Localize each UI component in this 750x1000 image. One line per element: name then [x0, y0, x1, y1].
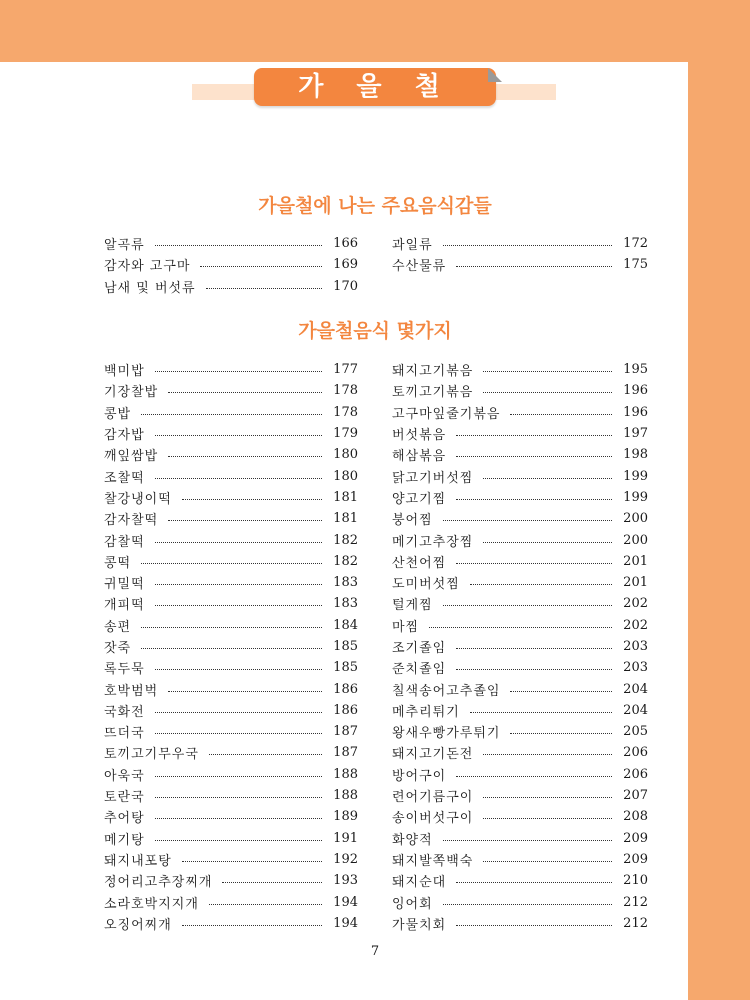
toc-entry-title: 토란국: [104, 790, 145, 806]
toc-entry-title: 가물치회: [392, 917, 447, 933]
dot-leader: [168, 691, 322, 692]
toc-entry-page: 202: [623, 596, 648, 612]
dot-leader: [456, 669, 612, 670]
toc-entry[interactable]: [392, 700, 648, 721]
toc-entry-page: 192: [333, 851, 358, 867]
toc-list-dishes-right: [392, 359, 648, 934]
dot-leader: [141, 563, 322, 564]
toc-entry-title: 칠색송어고추졸임: [392, 683, 501, 699]
toc-entry-title: 해삼볶음: [392, 449, 447, 465]
toc-entry[interactable]: [104, 806, 358, 827]
dot-leader: [155, 605, 322, 606]
toc-entry-title: 준치졸임: [392, 662, 447, 678]
toc-entry-page: 166: [333, 236, 358, 252]
toc-entry-title: 귀밀떡: [104, 577, 145, 593]
toc-entry-title: 방어구이: [392, 768, 447, 784]
dot-leader: [155, 371, 322, 372]
chapter-title: 가 을 철: [298, 72, 452, 102]
dot-leader: [456, 266, 612, 267]
toc-entry[interactable]: [104, 742, 358, 763]
toc-entry[interactable]: [104, 764, 358, 785]
toc-entry[interactable]: [104, 487, 358, 508]
toc-entry[interactable]: [392, 233, 648, 254]
dot-leader: [182, 925, 322, 926]
toc-entry-page: 186: [333, 681, 358, 697]
toc-entry[interactable]: [104, 678, 358, 699]
dot-leader: [155, 840, 322, 841]
toc-entry[interactable]: [392, 657, 648, 678]
toc-entry[interactable]: [392, 487, 648, 508]
toc-entry[interactable]: [392, 849, 648, 870]
toc-entry-title: 알곡류: [104, 238, 145, 254]
toc-entry-title: 버섯볶음: [392, 428, 447, 444]
dot-leader: [155, 584, 322, 585]
dot-leader: [168, 520, 322, 521]
toc-entry-title: 깨잎쌈밥: [104, 449, 159, 465]
toc-entry[interactable]: [392, 508, 648, 529]
toc-entry-title: 돼지고기돈전: [392, 747, 474, 763]
toc-entry[interactable]: [392, 380, 648, 401]
toc-entry[interactable]: [392, 806, 648, 827]
toc-entry-title: 잣죽: [104, 641, 132, 656]
toc-entry-page: 179: [333, 426, 358, 442]
dot-leader: [443, 840, 612, 841]
toc-entry-title: 고구마잎줄기볶음: [392, 406, 501, 422]
dot-leader: [206, 288, 322, 289]
toc-entry-page: 181: [333, 489, 358, 505]
dot-leader: [456, 563, 612, 564]
toc-entry-page: 187: [333, 724, 358, 740]
toc-entry-page: 169: [333, 257, 358, 273]
toc-entry-title: 록두묵: [104, 662, 145, 678]
toc-entry-title: 양고기찜: [392, 491, 447, 507]
toc-entry-title: 돼지순대: [392, 875, 447, 891]
toc-entry-title: 정어리고추장찌개: [104, 875, 213, 891]
toc-entry-page: 178: [333, 383, 358, 399]
toc-entry[interactable]: [104, 870, 358, 891]
dot-leader: [470, 712, 612, 713]
dot-leader: [510, 414, 612, 415]
toc-entry-title: 추어탕: [104, 811, 145, 827]
dot-leader: [483, 797, 612, 798]
toc-entry-page: 198: [623, 447, 648, 463]
dot-leader: [443, 520, 612, 521]
toc-entry[interactable]: [104, 359, 358, 380]
toc-entry-title: 국화전: [104, 704, 145, 720]
toc-entry-page: 186: [333, 702, 358, 718]
toc-entry[interactable]: [392, 402, 648, 423]
toc-entry-title: 수산물류: [392, 259, 447, 275]
toc-entry-title: 호박범벅: [104, 683, 159, 699]
dot-leader: [483, 478, 612, 479]
toc-entry-page: 197: [623, 426, 648, 442]
toc-entry-page: 193: [333, 873, 358, 889]
toc-entry[interactable]: [104, 913, 358, 934]
dot-leader: [456, 776, 612, 777]
toc-entry-title: 콩밥: [104, 406, 132, 422]
dot-leader: [456, 882, 612, 883]
toc-entry-page: 172: [623, 236, 648, 252]
toc-entry-page: 199: [623, 489, 648, 505]
toc-entry-title: 송편: [104, 619, 132, 635]
toc-entry-title: 메기탕: [104, 832, 145, 848]
toc-list-dishes-left: [104, 359, 358, 934]
toc-entry[interactable]: [392, 742, 648, 763]
dot-leader: [155, 478, 322, 479]
section-heading-dishes: 가을철음식 몇가지: [298, 320, 452, 342]
dot-leader: [209, 904, 322, 905]
toc-entry[interactable]: [392, 423, 648, 444]
toc-entry-page: 204: [623, 702, 648, 718]
toc-entry-page: 188: [333, 788, 358, 804]
toc-entry-title: 화양적: [392, 832, 433, 848]
toc-entry-title: 왕새우빵가루튀기: [392, 726, 501, 742]
toc-entry-title: 메추리튀기: [392, 704, 460, 720]
toc-entry-title: 소라호박지지개: [104, 896, 199, 912]
toc-entry-title: 토끼고기볶음: [392, 385, 474, 401]
toc-entry[interactable]: [104, 423, 358, 444]
toc-entry-page: 208: [623, 809, 648, 825]
toc-entry-page: 210: [623, 873, 648, 889]
toc-entry-title: 메기고추장찜: [392, 534, 474, 550]
toc-entry-title: 돼지내포탕: [104, 853, 172, 869]
toc-entry[interactable]: [104, 551, 358, 572]
dot-leader: [155, 797, 322, 798]
toc-entry[interactable]: [104, 721, 358, 742]
toc-entry-title: 감자밥: [104, 428, 145, 444]
dot-leader: [155, 776, 322, 777]
toc-entry-title: 뜨더국: [104, 726, 145, 742]
toc-entry-title: 남새 및 버섯류: [104, 280, 196, 296]
dot-leader: [483, 818, 612, 819]
dot-leader: [141, 627, 322, 628]
toc-entry-title: 마찜: [392, 619, 420, 635]
dot-leader: [456, 648, 612, 649]
toc-entry[interactable]: [392, 678, 648, 699]
toc-entry-page: 209: [623, 830, 648, 846]
toc-entry-page: 183: [333, 596, 358, 612]
toc-entry[interactable]: [104, 593, 358, 614]
toc-entry-page: 207: [623, 788, 648, 804]
toc-entry[interactable]: [392, 359, 648, 380]
dot-leader: [182, 499, 322, 500]
toc-entry[interactable]: [392, 572, 648, 593]
dot-leader: [456, 456, 612, 457]
dot-leader: [155, 712, 322, 713]
toc-entry-page: 206: [623, 745, 648, 761]
dot-leader: [456, 435, 612, 436]
toc-entry[interactable]: [392, 593, 648, 614]
toc-entry[interactable]: [392, 764, 648, 785]
toc-entry[interactable]: [392, 551, 648, 572]
toc-entry-title: 기장찰밥: [104, 385, 159, 401]
toc-entry-page: 212: [623, 915, 648, 931]
dot-leader: [155, 733, 322, 734]
toc-entry-page: 191: [333, 830, 358, 846]
dot-leader: [155, 669, 322, 670]
dot-leader: [429, 627, 612, 628]
toc-entry-title: 붕어찜: [392, 513, 433, 529]
dot-leader: [141, 648, 322, 649]
toc-entry-title: 감자와 고구마: [104, 259, 191, 275]
toc-entry-title: 산천어찜: [392, 555, 447, 571]
toc-entry-page: 196: [623, 404, 648, 420]
dot-leader: [456, 925, 612, 926]
dot-leader: [443, 245, 612, 246]
toc-entry-page: 195: [623, 362, 648, 378]
dot-leader: [443, 904, 612, 905]
toc-entry[interactable]: [392, 913, 648, 934]
toc-entry-title: 감찰떡: [104, 534, 145, 550]
dot-leader: [155, 542, 322, 543]
toc-list-ingredients-left: [104, 233, 358, 297]
toc-entry-title: 콩떡: [104, 555, 132, 571]
dot-leader: [155, 818, 322, 819]
toc-entry-page: 185: [333, 639, 358, 654]
dot-leader: [200, 266, 322, 267]
toc-entry-title: 백미밥: [104, 364, 145, 380]
toc-entry-title: 과일류: [392, 238, 433, 254]
toc-entry-page: 194: [333, 915, 358, 931]
toc-entry-title: 조기졸임: [392, 641, 447, 656]
toc-entry[interactable]: [392, 828, 648, 849]
toc-entry[interactable]: [392, 891, 648, 912]
toc-entry-page: 189: [333, 809, 358, 825]
toc-entry-title: 토끼고기무우국: [104, 747, 199, 763]
dot-leader: [182, 861, 322, 862]
toc-entry-page: 203: [623, 639, 648, 654]
toc-entry-page: 200: [623, 532, 648, 548]
toc-entry-title: 닭고기버섯찜: [392, 470, 474, 486]
toc-entry-page: 209: [623, 851, 648, 867]
toc-entry[interactable]: [392, 785, 648, 806]
toc-entry[interactable]: [392, 721, 648, 742]
toc-entry[interactable]: [104, 508, 358, 529]
toc-entry-page: 182: [333, 553, 358, 569]
dot-leader: [510, 691, 612, 692]
dot-leader: [209, 754, 322, 755]
dot-leader: [483, 861, 612, 862]
dot-leader: [483, 754, 612, 755]
toc-entry-page: 199: [623, 468, 648, 484]
toc-entry[interactable]: [392, 465, 648, 486]
toc-entry-title: 돼지고기볶음: [392, 364, 474, 380]
toc-entry[interactable]: [104, 891, 358, 912]
toc-entry[interactable]: [104, 849, 358, 870]
toc-entry-title: 개피떡: [104, 598, 145, 614]
dot-leader: [483, 542, 612, 543]
toc-entry[interactable]: [392, 636, 648, 657]
toc-entry[interactable]: [104, 402, 358, 423]
toc-entry-page: 194: [333, 894, 358, 910]
dot-leader: [470, 584, 612, 585]
toc-entry-page: 180: [333, 447, 358, 463]
toc-entry[interactable]: [104, 380, 358, 401]
toc-entry-title: 찰강냉이떡: [104, 491, 172, 507]
toc-entry[interactable]: [104, 444, 358, 465]
toc-entry-title: 털게찜: [392, 598, 433, 614]
toc-entry-page: 182: [333, 532, 358, 548]
toc-entry-page: 177: [333, 362, 358, 378]
dot-leader: [483, 392, 612, 393]
toc-entry-page: 184: [333, 617, 358, 633]
toc-entry-page: 203: [623, 660, 648, 676]
toc-entry-title: 송이버섯구이: [392, 811, 474, 827]
toc-entry[interactable]: [104, 572, 358, 593]
toc-entry[interactable]: [104, 785, 358, 806]
toc-entry-page: 202: [623, 617, 648, 633]
page-number: 7: [370, 944, 380, 959]
toc-entry[interactable]: [104, 828, 358, 849]
toc-entry-page: 201: [623, 575, 648, 591]
dot-leader: [443, 605, 612, 606]
toc-list-ingredients-right: [392, 233, 648, 276]
toc-entry-page: 200: [623, 511, 648, 527]
toc-entry[interactable]: [392, 870, 648, 891]
dot-leader: [456, 499, 612, 500]
dot-leader: [510, 733, 612, 734]
toc-entry[interactable]: [104, 529, 358, 550]
dot-leader: [483, 371, 612, 372]
toc-entry[interactable]: [104, 636, 358, 657]
toc-entry-title: 조찰떡: [104, 470, 145, 486]
toc-entry-page: 180: [333, 468, 358, 484]
toc-entry[interactable]: [104, 465, 358, 486]
toc-entry-page: 187: [333, 745, 358, 761]
toc-entry-page: 188: [333, 766, 358, 782]
toc-entry[interactable]: [104, 276, 358, 297]
dot-leader: [141, 414, 322, 415]
section-heading-ingredients: 가을철에 나는 주요음식감들: [258, 195, 492, 217]
toc-entry-page: 183: [333, 575, 358, 591]
toc-entry-title: 잉어회: [392, 896, 433, 912]
toc-entry[interactable]: [392, 444, 648, 465]
toc-entry[interactable]: [392, 254, 648, 275]
toc-entry-title: 오징어찌개: [104, 917, 172, 933]
toc-entry-page: 178: [333, 404, 358, 420]
toc-entry-page: 204: [623, 681, 648, 697]
toc-entry-title: 아욱국: [104, 768, 145, 784]
toc-entry-title: 련어기름구이: [392, 790, 474, 806]
dot-leader: [222, 882, 322, 883]
toc-entry-page: 196: [623, 383, 648, 399]
chapter-banner: [192, 68, 556, 108]
toc-entry-title: 도미버섯찜: [392, 577, 460, 593]
toc-entry-page: 206: [623, 766, 648, 782]
toc-entry[interactable]: [104, 615, 358, 636]
toc-entry-page: 175: [623, 257, 648, 273]
toc-entry[interactable]: [104, 233, 358, 254]
toc-entry-page: 201: [623, 553, 648, 569]
toc-entry[interactable]: [104, 700, 358, 721]
toc-entry-page: 170: [333, 278, 358, 294]
dot-leader: [168, 456, 322, 457]
toc-entry-title: 감자찰떡: [104, 513, 159, 529]
dot-leader: [155, 245, 322, 246]
toc-entry-title: 돼지발쪽백숙: [392, 853, 474, 869]
toc-entry[interactable]: [104, 657, 358, 678]
dot-leader: [168, 392, 322, 393]
toc-entry[interactable]: [392, 529, 648, 550]
toc-entry-page: 212: [623, 894, 648, 910]
dot-leader: [155, 435, 322, 436]
toc-entry-page: 205: [623, 724, 648, 740]
toc-entry[interactable]: [104, 254, 358, 275]
toc-entry-page: 181: [333, 511, 358, 527]
toc-entry[interactable]: [392, 615, 648, 636]
toc-entry-page: 185: [333, 660, 358, 676]
